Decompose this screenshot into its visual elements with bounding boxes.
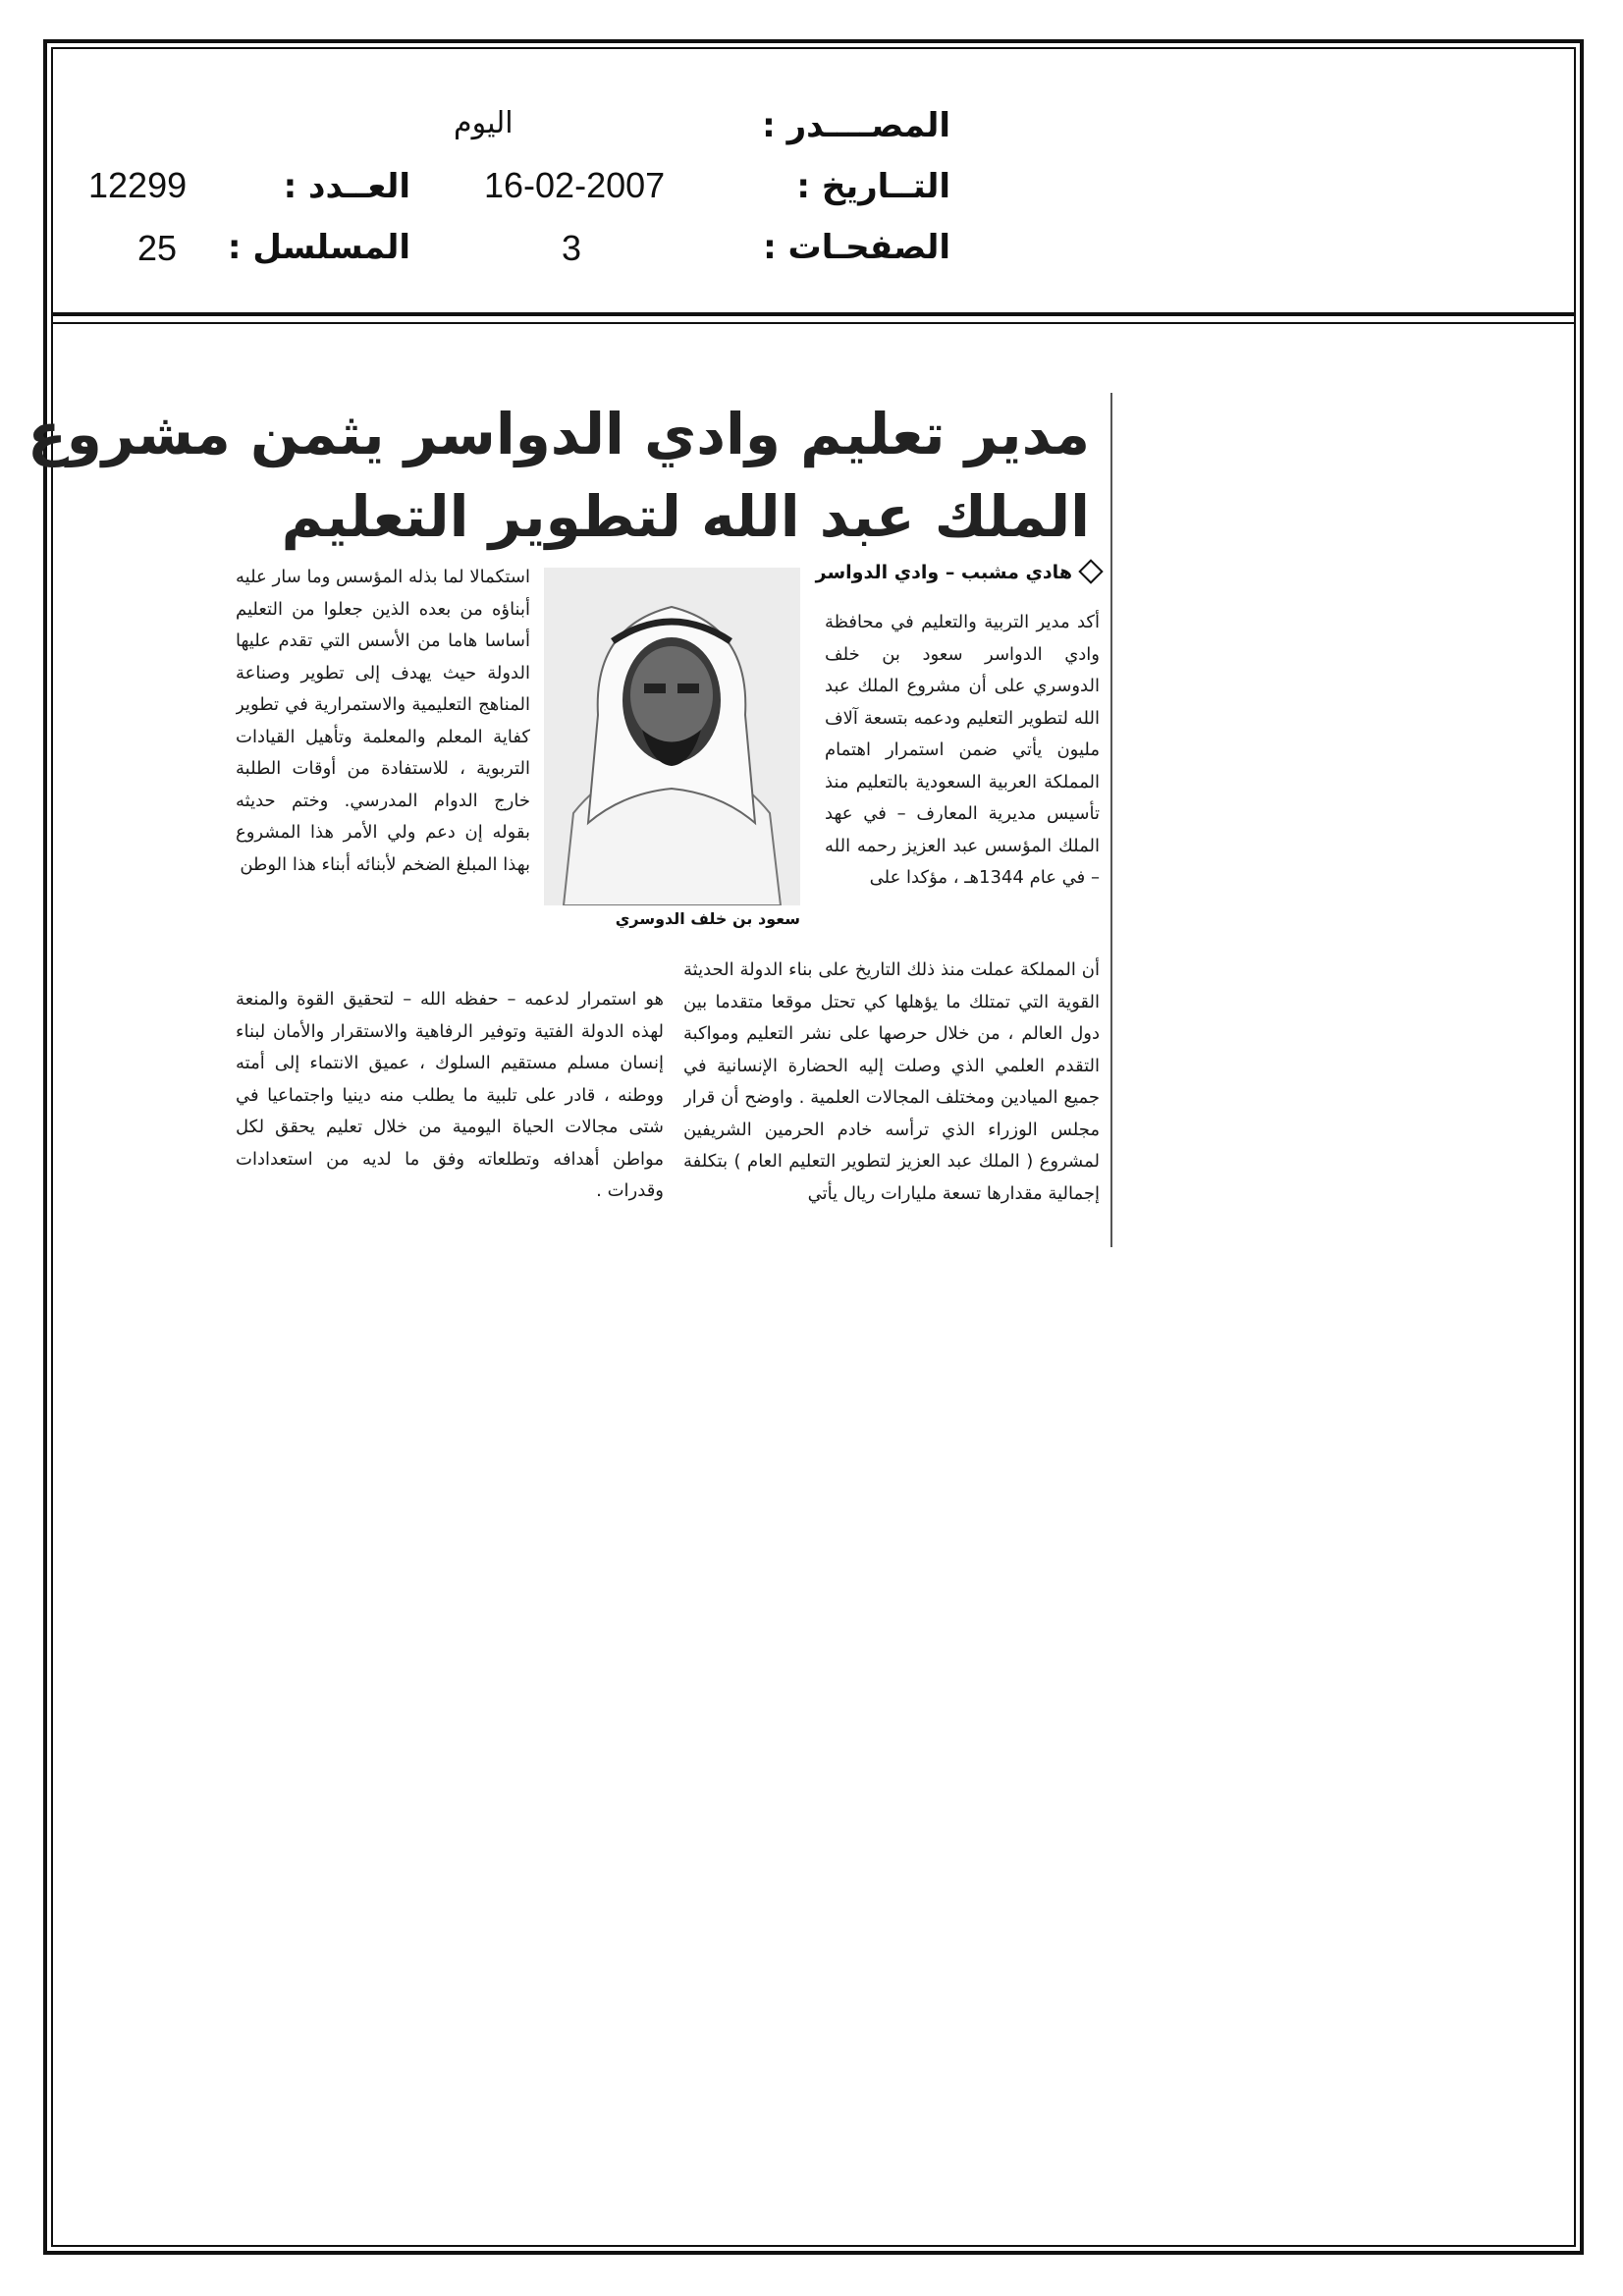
pages-label: الصفحـات : [763,228,950,267]
portrait-photo [544,568,800,905]
headline-line-1: مدير تعليم وادي الدواسر يثمن مشروع [27,401,1090,467]
column-left-wide [236,984,664,1241]
paragraph-left-narrow: استكمالا لما بذله المؤسس وما سار عليه أبناؤه من بعده الذين جعلوا من التعليم أساسا هاما من الأسس التي تقدم عليها الدولة حيث يهدف إلى تطوير وصناعة المناهج التعليمية والاستمرارية في تطوير كفاية المعلم والمعلمة وتأهيل القيادات التربوية ، للاستفادة من أوقات الطلبة خارج الدوام المدرسي. وختم حديثه بقوله إن دعم ولي الأمر هذا المشروع بهذا المبلغ الضخم لأبنائه أبناء هذا الوطن [236,567,530,875]
source-label: المصــــدر : [762,106,950,145]
paragraph-right-wide: أن المملكة عملت منذ ذلك التاريخ على بناء الدولة الحديثة القوية التي تمتلك ما يؤهلها كي تحتل موقعا متقدما بين دول العالم ، من خلال حرصها على نشر التعليم ومواكبة التقدم العلمي الذي وصلت إليه الحضارة الإنسانية في جميع الميادين ومختلف المجالات العلمية . واوضح أن قرار مجلس الوزراء الذي ترأسه خادم الحرمين الشريفين لمشروع ( الملك عبد العزيز لتطوير التعليم العام ) بتكلفة إجمالية مقدارها تسعة مليارات ريال يأتي [683,959,1100,1204]
source-value: اليوم [454,106,514,140]
portrait-illustration [544,568,800,905]
headline-line-2: الملك عبد الله لتطوير التعليم [281,483,1090,550]
paragraph-left-wide: هو استمرار لدعمه – حفظه الله – لتحقيق القوة والمنعة لهذه الدولة الفتية وتوفير الرفاهية والاستقرار والأمان لبناء إنسان مسلم مستقيم السلوك ، عميق الانتماء إلى أمته ووطنه ، قادر على تلبية ما يطلب منه دينيا واجتماعيا في شتى مجالات الحياة اليومية من خلال تعليم يحقق لكل مواطن أهدافه وتطلعاته وفق ما لديه من استعدادات وقدرات . [236,989,664,1201]
serial-label: المسلسل : [227,228,410,267]
date-value: 16-02-2007 [484,165,666,205]
photo-caption: سعود بن خلف الدوسري [615,909,800,928]
header-divider-thin [51,322,1576,324]
serial-value: 25 [137,228,178,268]
header-divider [51,312,1576,316]
column-right-wide [683,955,1100,1241]
byline-text: هادي مشبب – وادي الدواسر [815,562,1072,583]
issue-label: العــدد : [283,167,410,206]
column-rule [1110,393,1112,1247]
date-label: التــاريخ : [796,167,950,206]
pages-value: 3 [562,228,582,268]
byline-diamond-icon [1078,559,1103,583]
column-left-narrow [236,562,530,980]
byline [815,562,1100,583]
paragraph-right-narrow: أكد مدير التربية والتعليم في محافظة وادي الدواسر سعود بن خلف الدوسري على أن مشروع الملك عبد الله لتطوير التعليم ودعمه بتسعة آلاف مليون يأتي ضمن استمرار اهتمام المملكة العربية السعودية بالتعليم منذ تأسيس مديرية المعارف – في عهد الملك المؤسس عبد العزيز رحمه الله – في عام 1344هـ ، مؤكدا على [825,612,1100,888]
issue-value: 12299 [88,165,188,205]
column-right-narrow [825,607,1100,953]
